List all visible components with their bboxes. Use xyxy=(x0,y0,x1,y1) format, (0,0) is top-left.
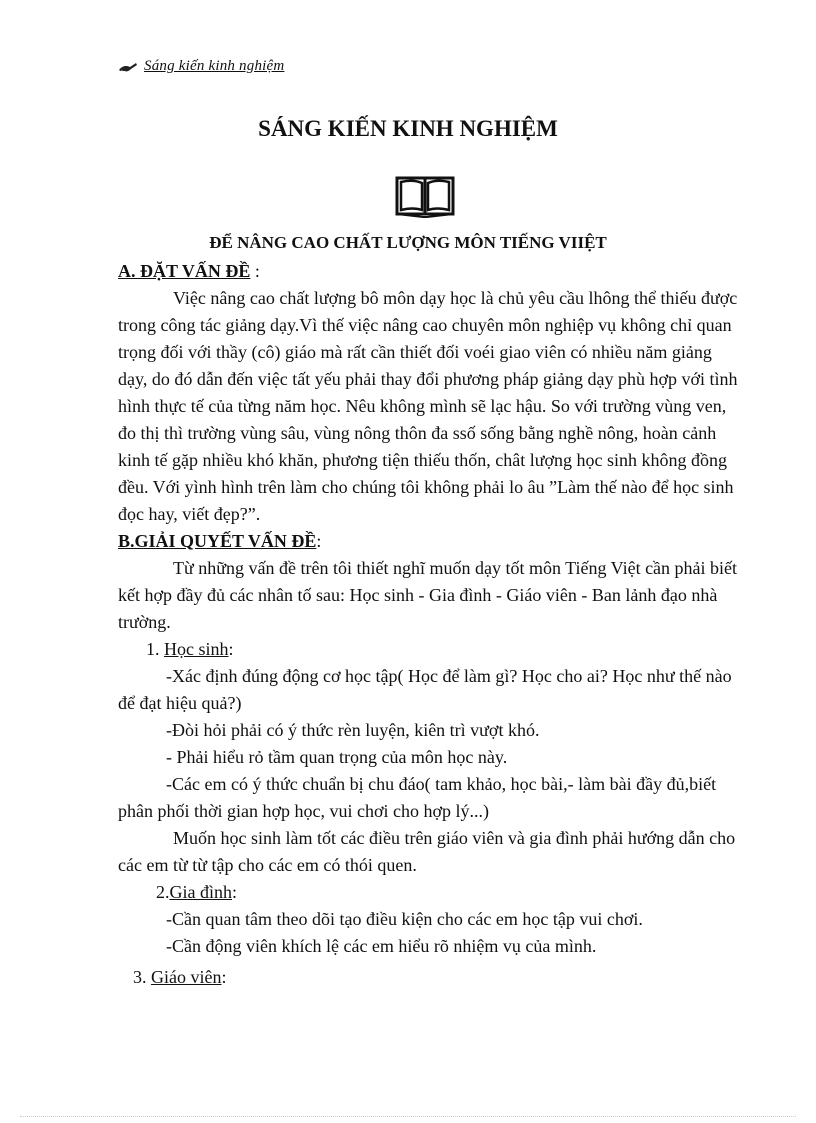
section-a-heading xyxy=(118,258,738,285)
open-book-icon xyxy=(395,176,455,218)
item-number: 1. xyxy=(146,639,164,659)
writing-hand-icon xyxy=(118,60,138,74)
item-suffix: : xyxy=(221,967,227,987)
section-b-heading-text: B.GIẢI QUYẾT VẤN ĐỀ xyxy=(118,531,317,551)
section-b-heading-suffix: : xyxy=(316,531,322,551)
item-suffix: : xyxy=(228,639,234,659)
item-number: 2. xyxy=(156,882,170,902)
item-suffix: : xyxy=(232,882,238,902)
section-b-paragraph: Từ những vấn đề trên tôi thiết nghĩ muốn dạy tốt môn Tiếng Việt cần phải biết kết hợp đầy đủ các nhân tố sau: Học sinh - Gia đình - Giáo viên - Ban lảnh đạo nhà trường. xyxy=(118,558,738,632)
hoc-sinh-line-2: -Đòi hỏi phải có ý thức rèn luyện, kiên trì vượt khó. xyxy=(166,720,540,740)
hoc-sinh-line-4: -Các em có ý thức chuẩn bị chu đáo( tam khảo, học bài,- làm bài đầy đủ,biết phân phối thời gian hợp học, vui chơi cho hợp lý...) xyxy=(118,774,717,821)
item-gia-dinh-heading xyxy=(118,879,738,906)
item-label: Giáo viên xyxy=(151,967,222,987)
page-title: SÁNG KIẾN KINH NGHIỆM xyxy=(258,116,558,141)
item-label: Học sinh xyxy=(164,639,229,659)
hoc-sinh-line-1: -Xác định đúng động cơ học tập( Học để làm gì? Học cho ai? Học như thế nào để đạt hiệu quả?) xyxy=(118,666,732,713)
hoc-sinh-line-5: Muốn học sinh làm tốt các điều trên giáo viên và gia đình phải hướng dẫn cho các em từ từ tập cho các em có thói quen. xyxy=(118,828,736,875)
item-label: Gia đình xyxy=(169,882,232,902)
gia-dinh-line-2: -Cần động viên khích lệ các em hiểu rõ nhiệm vụ của mình. xyxy=(166,936,597,956)
item-number: 3. xyxy=(133,967,151,987)
document-body xyxy=(118,258,738,991)
section-a-heading-suffix: : xyxy=(250,261,260,281)
section-b-heading xyxy=(118,528,738,555)
item-giao-vien-heading xyxy=(118,964,738,991)
header-text: Sáng kiến kinh nghiệm xyxy=(144,58,285,74)
section-a-paragraph: Việc nâng cao chất lượng bô môn dạy học là chủ yêu cầu lhông thể thiếu được trong công tác giảng dạy.Vì thế việc nâng cao chuyên môn nghiệp vụ không chỉ quan trọng đối với thầy (cô) giáo mà rất cần thiết đối voéi giao viên có nhiều năm giảng dạy, do đó dẫn đến việc tất yếu phải thay đổi phương pháp giảng dạy phù hợp với tình hình thực tế của từng năm học. Nêu không mình sẽ lạc hậu. So với trường vùng ven, đo thị thì trường vùng sâu, vùng nông thôn đa ssố sống bằng nghề nông, hoàn cảnh kinh tế gặp nhiều khó khăn, phương tiện thiếu thốn, chât lượng học sinh không đồng đều. Với yình hình trên làm cho chúng tôi không phải lo âu ”Làm thế nào để học sinh đọc hay, viết đẹp?”. xyxy=(118,288,738,524)
gia-dinh-line-1: -Cần quan tâm theo dõi tạo điều kiện cho các em học tập vui chơi. xyxy=(166,909,643,929)
section-a-heading-text: A. ĐẶT VẤN ĐỀ xyxy=(118,261,251,281)
page-bottom-divider xyxy=(20,1116,796,1117)
hoc-sinh-line-3: - Phải hiểu rỏ tầm quan trọng của môn học này. xyxy=(166,747,508,767)
item-hoc-sinh-heading xyxy=(118,636,738,663)
document-subtitle: ĐỂ NÂNG CAO CHẤT LƯỢNG MÔN TIẾNG VIIỆT xyxy=(209,233,607,252)
running-header xyxy=(118,58,284,75)
